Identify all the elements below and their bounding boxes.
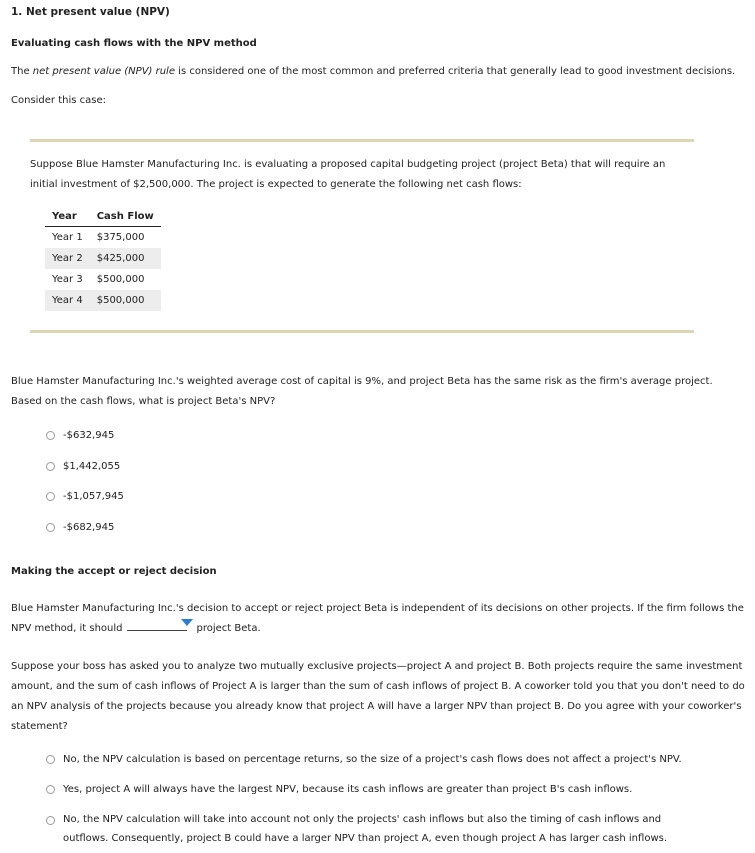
case-bottom-divider — [30, 330, 694, 333]
table-row — [45, 227, 161, 249]
row-year: Year 1 — [52, 232, 83, 243]
radio-button[interactable] — [46, 431, 55, 440]
decision-text-start: NPV method, it should — [11, 623, 123, 634]
row-cash-flow: $500,000 — [96, 274, 145, 285]
row-cash-flow: $375,000 — [96, 232, 145, 243]
accept-reject-dropdown[interactable] — [127, 620, 187, 631]
page-title: 1. Net present value (NPV) — [11, 6, 170, 18]
option-label: No, the NPV calculation will take into account not only the projects' cash inflows but also the timing of cash inflows and outflows. Consequently, project B could have a larger NPV than project A, even though project A has larger cash inflows. — [63, 814, 668, 844]
option-label: $1,442,055 — [63, 461, 121, 472]
decision-text-end: project Beta. — [196, 623, 261, 634]
npv-option-2[interactable] — [46, 461, 120, 472]
intro-paragraph — [11, 62, 735, 82]
case-top-divider — [30, 139, 694, 142]
coworker-question: Suppose your boss has asked you to analyze two mutually exclusive projects—project A and project B. Both projects require the same investment amount, and the sum of cash inflows of Project A is larger than the sum of cash inflows of project B. A coworker told you that you don't need to do an NPV analysis of the projects because you already know that project A will have a larger NPV than project B. Do you agree with your coworker's statement? — [11, 661, 745, 732]
row-year: Year 2 — [45, 248, 90, 269]
table-row — [45, 248, 161, 269]
option-label: -$632,945 — [63, 430, 115, 441]
coworker-option-1[interactable] — [46, 754, 682, 765]
table-row — [45, 290, 161, 311]
row-cash-flow: $500,000 — [90, 290, 161, 311]
cash-flow-table — [45, 208, 161, 311]
header-year: Year — [45, 208, 90, 227]
consider-label: Consider this case: — [11, 95, 106, 106]
dropdown-caret-icon — [181, 619, 193, 626]
section-title-decision: Making the accept or reject decision — [11, 566, 217, 577]
intro-text-end: is considered one of the most common and preferred criteria that generally lead to good investment decisions. — [175, 66, 736, 77]
case-description: Suppose Blue Hamster Manufacturing Inc. is evaluating a proposed capital budgeting project (project Beta) that will require an initial investment of $2,500,000. The project is expected to generate the following net cash flows: — [30, 159, 666, 190]
decision-line-1: Blue Hamster Manufacturing Inc.'s decision to accept or reject project Beta is independent of its decisions on other projects. If the firm follows the — [11, 603, 744, 614]
npv-question: Blue Hamster Manufacturing Inc.'s weighted average cost of capital is 9%, and project Beta has the same risk as the firm's average project. Based on the cash flows, what is project Beta's NPV? — [11, 376, 713, 407]
radio-button[interactable] — [46, 523, 55, 532]
row-cash-flow: $425,000 — [90, 248, 161, 269]
decision-line-2 — [11, 619, 746, 639]
npv-option-4[interactable] — [46, 522, 114, 533]
section-title-evaluating: Evaluating cash flows with the NPV method — [11, 38, 257, 49]
row-year: Year 4 — [45, 290, 90, 311]
option-label: Yes, project A will always have the largest NPV, because its cash inflows are greater than project B's cash inflows. — [63, 784, 633, 795]
radio-button[interactable] — [46, 816, 55, 825]
coworker-option-2[interactable] — [46, 784, 632, 795]
npv-option-1[interactable] — [46, 430, 114, 441]
header-cash-flow: Cash Flow — [90, 208, 161, 227]
coworker-option-3[interactable] — [46, 810, 706, 848]
npv-option-3[interactable] — [46, 491, 124, 502]
table-row — [45, 269, 161, 290]
radio-button[interactable] — [46, 492, 55, 501]
radio-button[interactable] — [46, 462, 55, 471]
row-year: Year 3 — [52, 274, 83, 285]
radio-button[interactable] — [46, 755, 55, 764]
intro-emphasis: net present value (NPV) rule — [32, 66, 175, 77]
intro-text-start: The — [11, 66, 33, 77]
decision-paragraph — [11, 599, 746, 639]
option-label: -$682,945 — [63, 522, 115, 533]
option-label: -$1,057,945 — [63, 491, 124, 502]
radio-button[interactable] — [46, 785, 55, 794]
table-header-row — [45, 208, 161, 227]
option-label: No, the NPV calculation is based on percentage returns, so the size of a project's cash flows does not affect a project's NPV. — [63, 754, 682, 765]
